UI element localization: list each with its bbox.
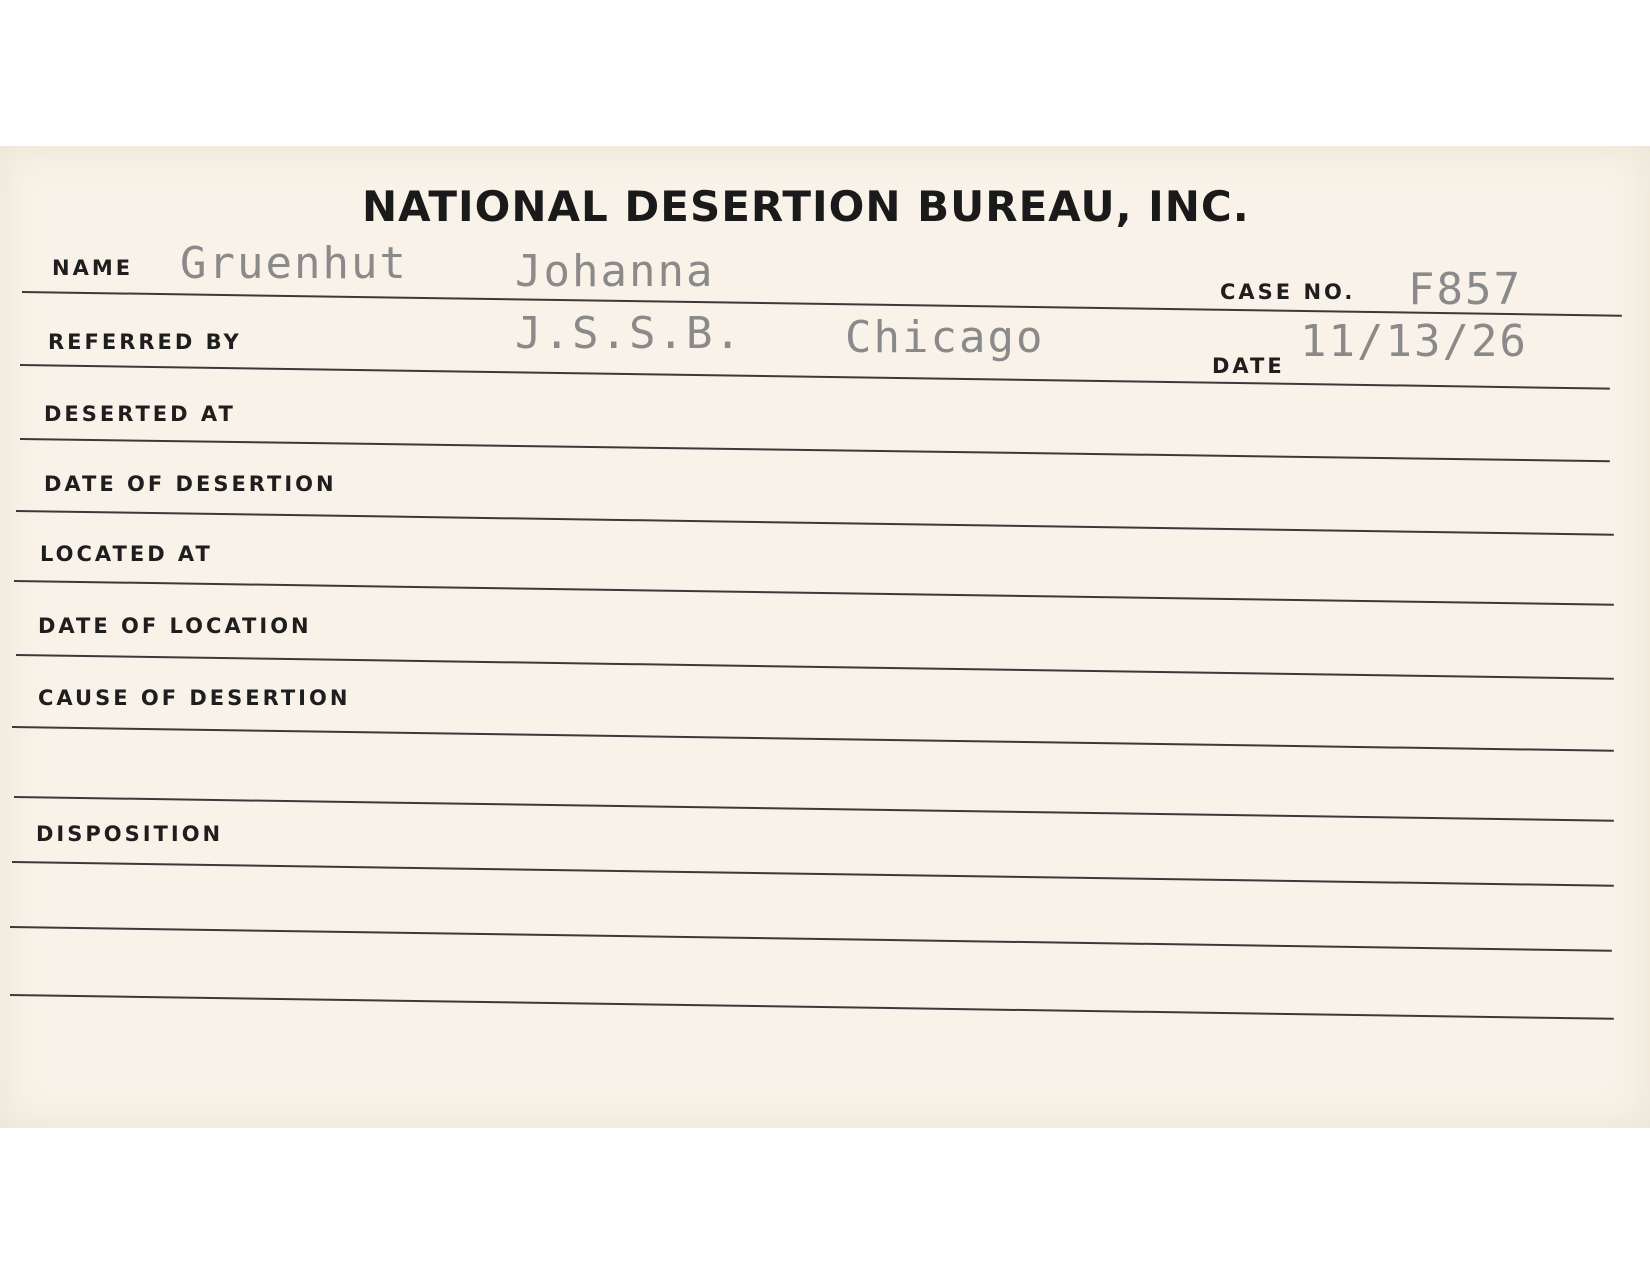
case-no-label: CASE NO.: [1220, 280, 1356, 304]
cause-of-desertion-rule-1: [12, 726, 1614, 752]
name-given-value: Johanna: [515, 246, 715, 297]
date-label: DATE: [1212, 354, 1285, 378]
disposition-rule-3: [10, 994, 1614, 1020]
cause-of-desertion-rule-2: [14, 796, 1614, 822]
name-rule: [22, 291, 1622, 317]
card-title: NATIONAL DESERTION BUREAU, INC.: [362, 182, 1250, 231]
date-of-desertion-label: DATE OF DESERTION: [44, 472, 337, 496]
case-no-value: F857: [1408, 264, 1522, 315]
referred-by-org-value: J.S.S.B.: [515, 308, 743, 359]
located-at-rule: [14, 580, 1614, 606]
referred-by-rule: [20, 364, 1610, 390]
date-of-location-label: DATE OF LOCATION: [38, 614, 312, 638]
located-at-label: LOCATED AT: [40, 542, 213, 566]
name-surname-value: Gruenhut: [180, 238, 408, 289]
cause-of-desertion-label: CAUSE OF DESERTION: [38, 686, 351, 710]
deserted-at-label: DESERTED AT: [44, 402, 236, 426]
referred-by-city-value: Chicago: [845, 312, 1045, 363]
date-of-location-rule: [16, 654, 1614, 680]
deserted-at-rule: [20, 438, 1610, 462]
disposition-label: DISPOSITION: [36, 822, 224, 846]
date-of-desertion-rule: [16, 510, 1614, 536]
name-label: NAME: [52, 256, 134, 280]
disposition-rule-2: [10, 926, 1612, 952]
referred-by-label: REFERRED BY: [48, 330, 242, 354]
index-card: [0, 146, 1650, 1128]
disposition-rule-1: [12, 861, 1614, 887]
date-value: 11/13/26: [1300, 316, 1528, 367]
